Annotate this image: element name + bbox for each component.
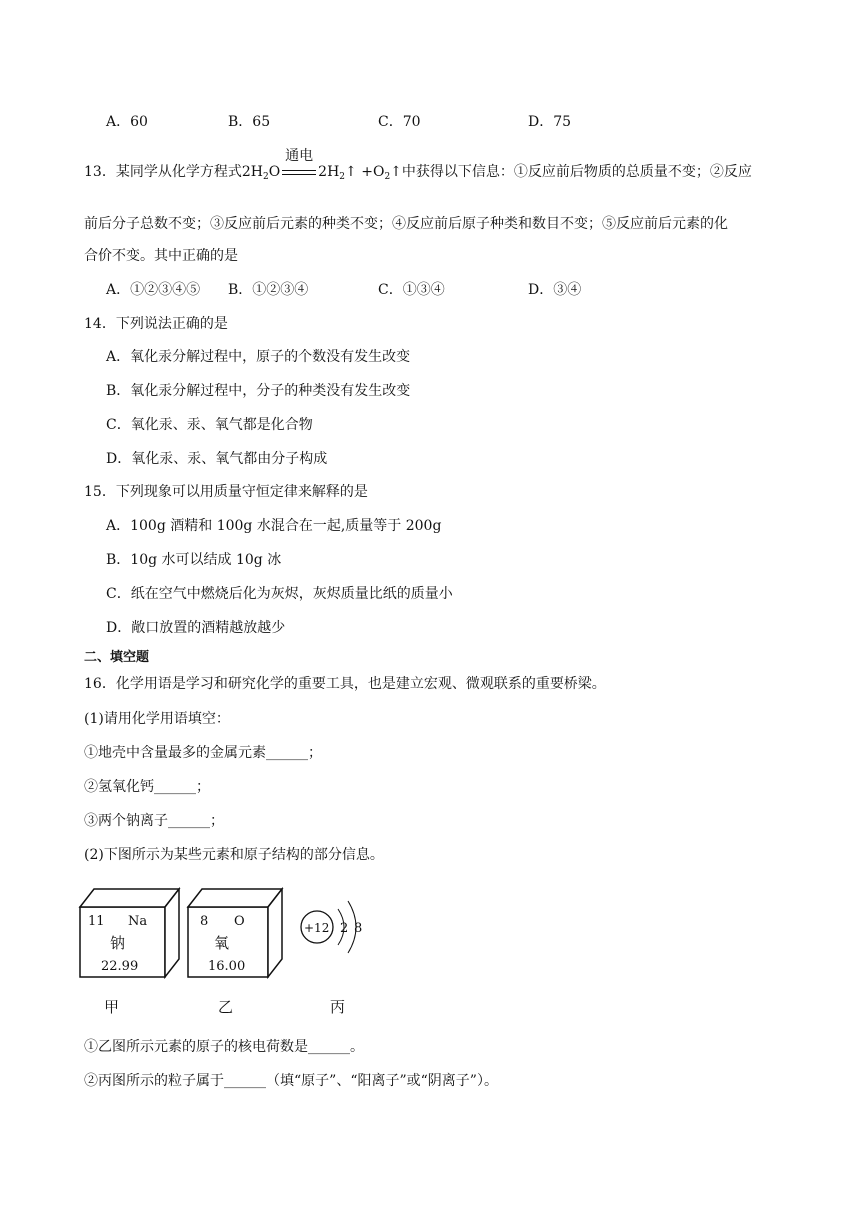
q16-part1-a: ①地壳中含量最多的金属元素______；	[84, 745, 322, 761]
q13-option-d: D．③④	[528, 282, 582, 298]
q13-stem-line2: 前后分子总数不变；③反应前后元素的种类不变；④反应前后原子种类和数目不变；⑤反应前后元素的化	[84, 216, 728, 232]
shell-2-electrons: 8	[354, 921, 363, 936]
q14-option-d: D．氧化汞、汞、氧气都由分子构成	[106, 451, 328, 467]
equation	[241, 148, 402, 182]
eq-sub: 2	[384, 172, 391, 182]
q13-option-c: C．①③④	[378, 282, 445, 298]
q13-lead: 13．某同学从化学方程式	[84, 164, 242, 180]
jia-number: 11	[88, 914, 105, 929]
q15-option-b: B．10g 水可以结成 10g 冰	[106, 552, 282, 568]
eq-o2: +O	[356, 164, 385, 180]
element-card-jia	[80, 889, 179, 977]
eq-sub: 2	[262, 172, 269, 182]
atom-structure-bing	[301, 901, 362, 953]
q12-option-b: B．65	[228, 114, 271, 130]
q12-option-c: C．70	[378, 114, 421, 130]
q14-stem: 14．下列说法正确的是	[84, 316, 228, 332]
q12-option-a: A．60	[106, 114, 148, 130]
element-card-yi	[188, 889, 282, 977]
yi-symbol: O	[234, 914, 245, 929]
q16-part1-c: ③两个钠离子______；	[84, 813, 224, 829]
q16-stem: 16．化学用语是学习和研究化学的重要工具，也是建立宏观、微观联系的重要桥梁。	[84, 676, 606, 692]
nucleus-charge: +12	[304, 921, 330, 935]
q13-option-a: A．①②③④⑤	[106, 282, 201, 298]
q15-option-a: A．100g 酒精和 100g 水混合在一起,质量等于 200g	[106, 518, 442, 534]
q13-tail: 中获得以下信息：①反应前后物质的总质量不变；②反应	[401, 164, 752, 180]
eq-2h2: 2H	[318, 164, 340, 180]
section-title: 二、填空题	[84, 650, 150, 665]
q15-option-c: C．纸在空气中燃烧后化为灰烬，灰烬质量比纸的质量小	[106, 586, 453, 602]
q16-part2-b: ②丙图所示的粒子属于______（填“原子”、“阳离子”或“阴离子”）。	[84, 1073, 498, 1089]
jia-name: 钠	[110, 934, 126, 952]
yi-name: 氧	[214, 934, 230, 952]
eq-o: O	[268, 164, 281, 180]
eq-sub: 2	[339, 172, 346, 182]
q13-stem-line3: 合价不变。其中正确的是	[84, 248, 238, 264]
caption-yi: 乙	[218, 998, 234, 1016]
q13-stem-line1	[84, 148, 752, 187]
up-arrow-icon: ↑	[345, 164, 357, 180]
q16-part1-b: ②氢氧化钙______；	[84, 779, 210, 795]
caption-jia: 甲	[104, 998, 120, 1016]
jia-symbol: Na	[128, 914, 148, 929]
up-arrow-icon: ↑	[390, 164, 402, 180]
yi-number: 8	[200, 914, 209, 929]
shell-1-electrons: 2	[340, 921, 349, 936]
eq-2h: 2H	[241, 164, 263, 180]
jia-mass: 22.99	[101, 959, 139, 974]
q15-stem: 15．下列现象可以用质量守恒定律来解释的是	[84, 484, 368, 500]
q16-part2-a: ①乙图所示元素的原子的核电荷数是______。	[84, 1039, 364, 1055]
q14-option-b: B．氧化汞分解过程中，分子的种类没有发生改变	[106, 383, 411, 399]
q16-part2: (2)下图所示为某些元素和原子结构的部分信息。	[84, 847, 384, 863]
q16-part1: (1)请用化学用语填空：	[84, 711, 230, 727]
q13-option-b: B．①②③④	[228, 282, 309, 298]
eq-arrow	[280, 148, 318, 182]
q14-option-a: A．氧化汞分解过程中，原子的个数没有发生改变	[106, 349, 411, 365]
q14-option-c: C．氧化汞、汞、氧气都是化合物	[106, 417, 313, 433]
element-figure	[70, 875, 390, 985]
caption-bing: 丙	[330, 998, 346, 1016]
q15-option-d: D．敞口放置的酒精越放越少	[106, 620, 286, 636]
yi-mass: 16.00	[208, 959, 246, 974]
q12-option-d: D．75	[528, 114, 572, 130]
eq-condition: 通电	[285, 148, 314, 164]
